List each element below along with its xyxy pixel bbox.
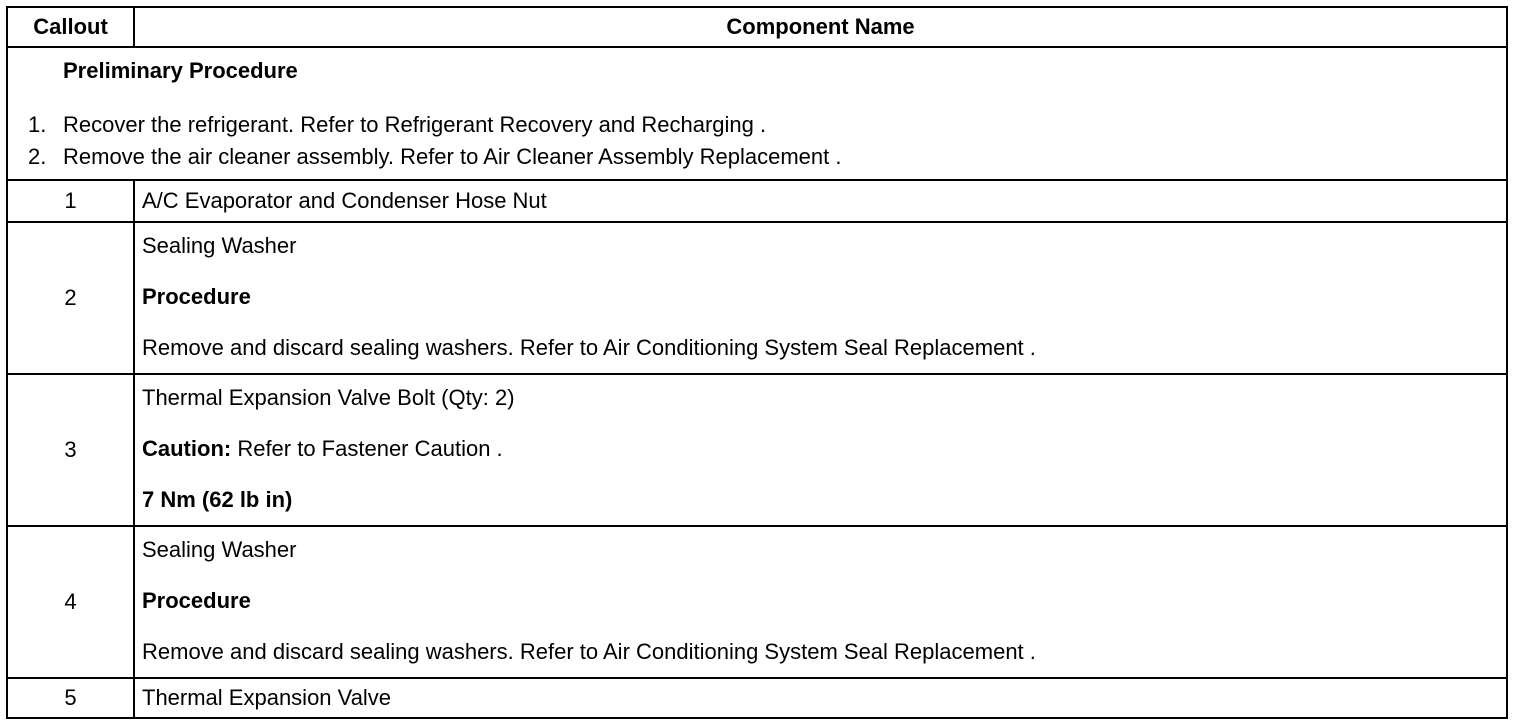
callout-cell: 5 [7,678,134,718]
procedure-label: Procedure [142,588,251,613]
preliminary-step [28,112,766,138]
table-row [7,678,1507,718]
step-text: Recover the refrigerant. Refer to Refrigerant Recovery and Recharging . [63,112,767,137]
component-name: Sealing Washer [142,233,297,258]
procedure-label: Procedure [142,284,251,309]
callout-cell: 4 [7,526,134,678]
preliminary-procedure-cell [7,47,1507,180]
callout-cell: 2 [7,222,134,374]
table-row [7,222,1507,374]
step-number: 2. [28,144,47,169]
step-text: Remove the air cleaner assembly. Refer to Air Cleaner Assembly Replacement . [63,144,842,169]
component-name: Thermal Expansion Valve Bolt (Qty: 2) [142,385,515,410]
component-name-column-header: Component Name [134,7,1507,47]
preliminary-procedure-title: Preliminary Procedure [63,58,298,83]
step-number: 1. [28,112,47,137]
component-name: Sealing Washer [142,537,297,562]
callout-column-header: Callout [7,7,134,47]
component-name-cell [134,526,1507,678]
component-table-container [6,6,1506,718]
component-name-cell: Thermal Expansion Valve [134,678,1507,718]
component-name-cell [134,222,1507,374]
caution-line [142,436,1506,462]
callout-cell: 1 [7,180,134,222]
table-row [7,374,1507,526]
callout-cell: 3 [7,374,134,526]
caution-label: Caution: [142,436,232,461]
table-row [7,180,1507,222]
caution-text: Refer to Fastener Caution . [231,436,503,461]
table-row [7,526,1507,678]
torque-spec: 7 Nm (62 lb in) [142,487,293,512]
preliminary-step [28,144,842,170]
table-header-row [7,7,1507,47]
component-table [6,6,1508,719]
procedure-text: Remove and discard sealing washers. Refer to Air Conditioning System Seal Replacement . [142,639,1036,664]
procedure-text: Remove and discard sealing washers. Refer to Air Conditioning System Seal Replacement . [142,335,1036,360]
preliminary-procedure-row [7,47,1507,180]
component-name-cell [134,374,1507,526]
component-name-cell: A/C Evaporator and Condenser Hose Nut [134,180,1507,222]
